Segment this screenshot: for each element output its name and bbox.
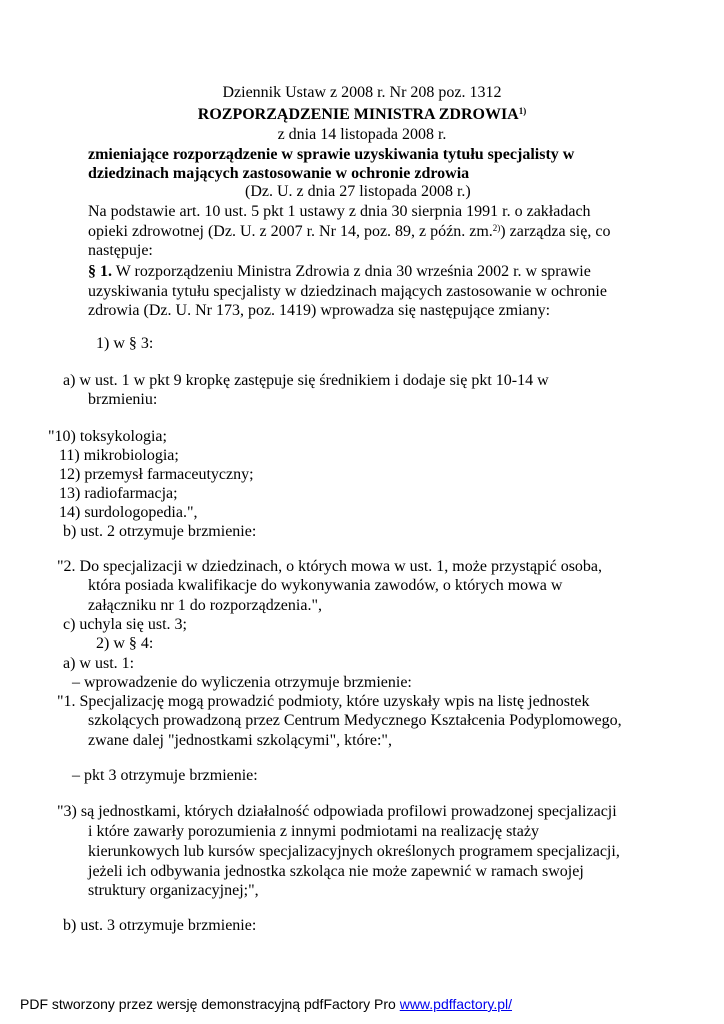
section1-line3: zdrowia (Dz. U. Nr 173, poz. 1419) wprowadza się następujące zmiany: bbox=[88, 302, 551, 319]
point-2b: b) ust. 3 otrzymuje brzmienie: bbox=[63, 917, 257, 934]
ust2-line1: "2. Do specjalizacji w dziedzinach, o których mowa w ust. 1, może przystąpić osoba, bbox=[57, 558, 603, 575]
dash-item-intro: – wprowadzenie do wyliczenia otrzymuje brzmienie: bbox=[72, 674, 412, 691]
journal-reference: Dziennik Ustaw z 2008 r. Nr 208 poz. 1312 bbox=[222, 84, 502, 101]
preamble-line3: następuje: bbox=[88, 242, 153, 259]
ust1-line2: szkolących prowadzoną przez Centrum Medycznego Kształcenia Podyplomowego, bbox=[88, 712, 622, 729]
point-1c: c) uchyla się ust. 3; bbox=[63, 616, 187, 633]
pkt3-line4: jeżeli ich odbywania jednostka szkoląca nie może zapewnić w ramach swojej bbox=[88, 863, 584, 880]
pkt3-line2: i które zawarły porozumienia z innymi podmiotami na realizację staży bbox=[88, 823, 539, 840]
ust2-line2: która posiada kwalifikacje do wykonywania zawodów, o których mowa w bbox=[88, 577, 563, 594]
preamble-line1: Na podstawie art. 10 ust. 5 pkt 1 ustawy z dnia 30 sierpnia 1991 r. o zakładach bbox=[88, 203, 591, 220]
ust1-line1: "1. Specjalizację mogą prowadzić podmioty, które uzyskały wpis na listę jednostek bbox=[57, 693, 590, 710]
ust1-line3: zwane dalej "jednostkami szkolącymi", które:", bbox=[88, 732, 392, 749]
preamble-line2 bbox=[88, 222, 610, 242]
section1-line1 bbox=[88, 262, 591, 282]
section1-line1-text: W rozporządzeniu Ministra Zdrowia z dnia 30 września 2002 r. w sprawie bbox=[112, 263, 591, 280]
pdf-footer bbox=[20, 995, 512, 1013]
regulation-title-text: ROZPORZĄDZENIE MINISTRA ZDROWIA bbox=[197, 106, 519, 123]
publication-reference: (Dz. U. z dnia 27 listopada 2008 r.) bbox=[245, 183, 471, 200]
list-item: 12) przemysł farmaceutyczny; bbox=[59, 466, 254, 483]
pkt3-line5: struktury organizacyjnej;", bbox=[88, 882, 259, 899]
pkt3-line3: kierunkowych lub kursów specjalizacyjnych określonych programem specjalizacji, bbox=[88, 843, 620, 860]
list-item: "10) toksykologia; bbox=[48, 428, 167, 445]
point-1a-line1: a) w ust. 1 w pkt 9 kropkę zastępuje się średnikiem i dodaje się pkt 10-14 w bbox=[63, 372, 549, 389]
list-item: 14) surdologopedia.", bbox=[59, 504, 198, 521]
point-2a: a) w ust. 1: bbox=[63, 655, 135, 672]
point-1a-line2: brzmieniu: bbox=[88, 391, 158, 408]
list-item: 13) radiofarmacja; bbox=[59, 485, 178, 502]
regulation-date: z dnia 14 listopada 2008 r. bbox=[277, 126, 447, 143]
pkt3-line1: "3) są jednostkami, których działalność odpowiada profilowi prowadzonej specjalizacji bbox=[57, 803, 617, 820]
regulation-title bbox=[0, 105, 724, 125]
regulation-subject-line1: zmieniające rozporządzenie w sprawie uzyskiwania tytułu specjalisty w bbox=[88, 146, 575, 163]
title-footnote: 1) bbox=[518, 106, 527, 116]
ust2-line3: załączniku nr 1 do rozporządzenia.", bbox=[88, 597, 322, 614]
footer-link[interactable]: www.pdffactory.pl/ bbox=[399, 996, 513, 1012]
list-item: 11) mikrobiologia; bbox=[59, 447, 179, 464]
footer-text: PDF stworzony przez wersję demonstracyjną pdfFactory Pro bbox=[20, 996, 400, 1012]
preamble-footnote: 2) bbox=[492, 223, 501, 233]
preamble-line2-text: opieki zdrowotnej (Dz. U. z 2007 r. Nr 14, poz. 89, z późn. zm. bbox=[88, 223, 493, 240]
point-1: 1) w § 3: bbox=[96, 335, 154, 352]
point-1b: b) ust. 2 otrzymuje brzmienie: bbox=[63, 523, 257, 540]
dash-item-pkt3: – pkt 3 otrzymuje brzmienie: bbox=[72, 767, 258, 784]
section-marker: § 1. bbox=[88, 263, 112, 280]
preamble-line2-end: ) zarządza się, co bbox=[500, 223, 611, 240]
section1-line2: uzyskiwania tytułu specjalisty w dziedzinach mających zastosowanie w ochronie bbox=[88, 283, 607, 300]
regulation-subject-line2: dziedzinach mających zastosowanie w ochronie zdrowia bbox=[88, 165, 470, 182]
point-2: 2) w § 4: bbox=[96, 635, 154, 652]
